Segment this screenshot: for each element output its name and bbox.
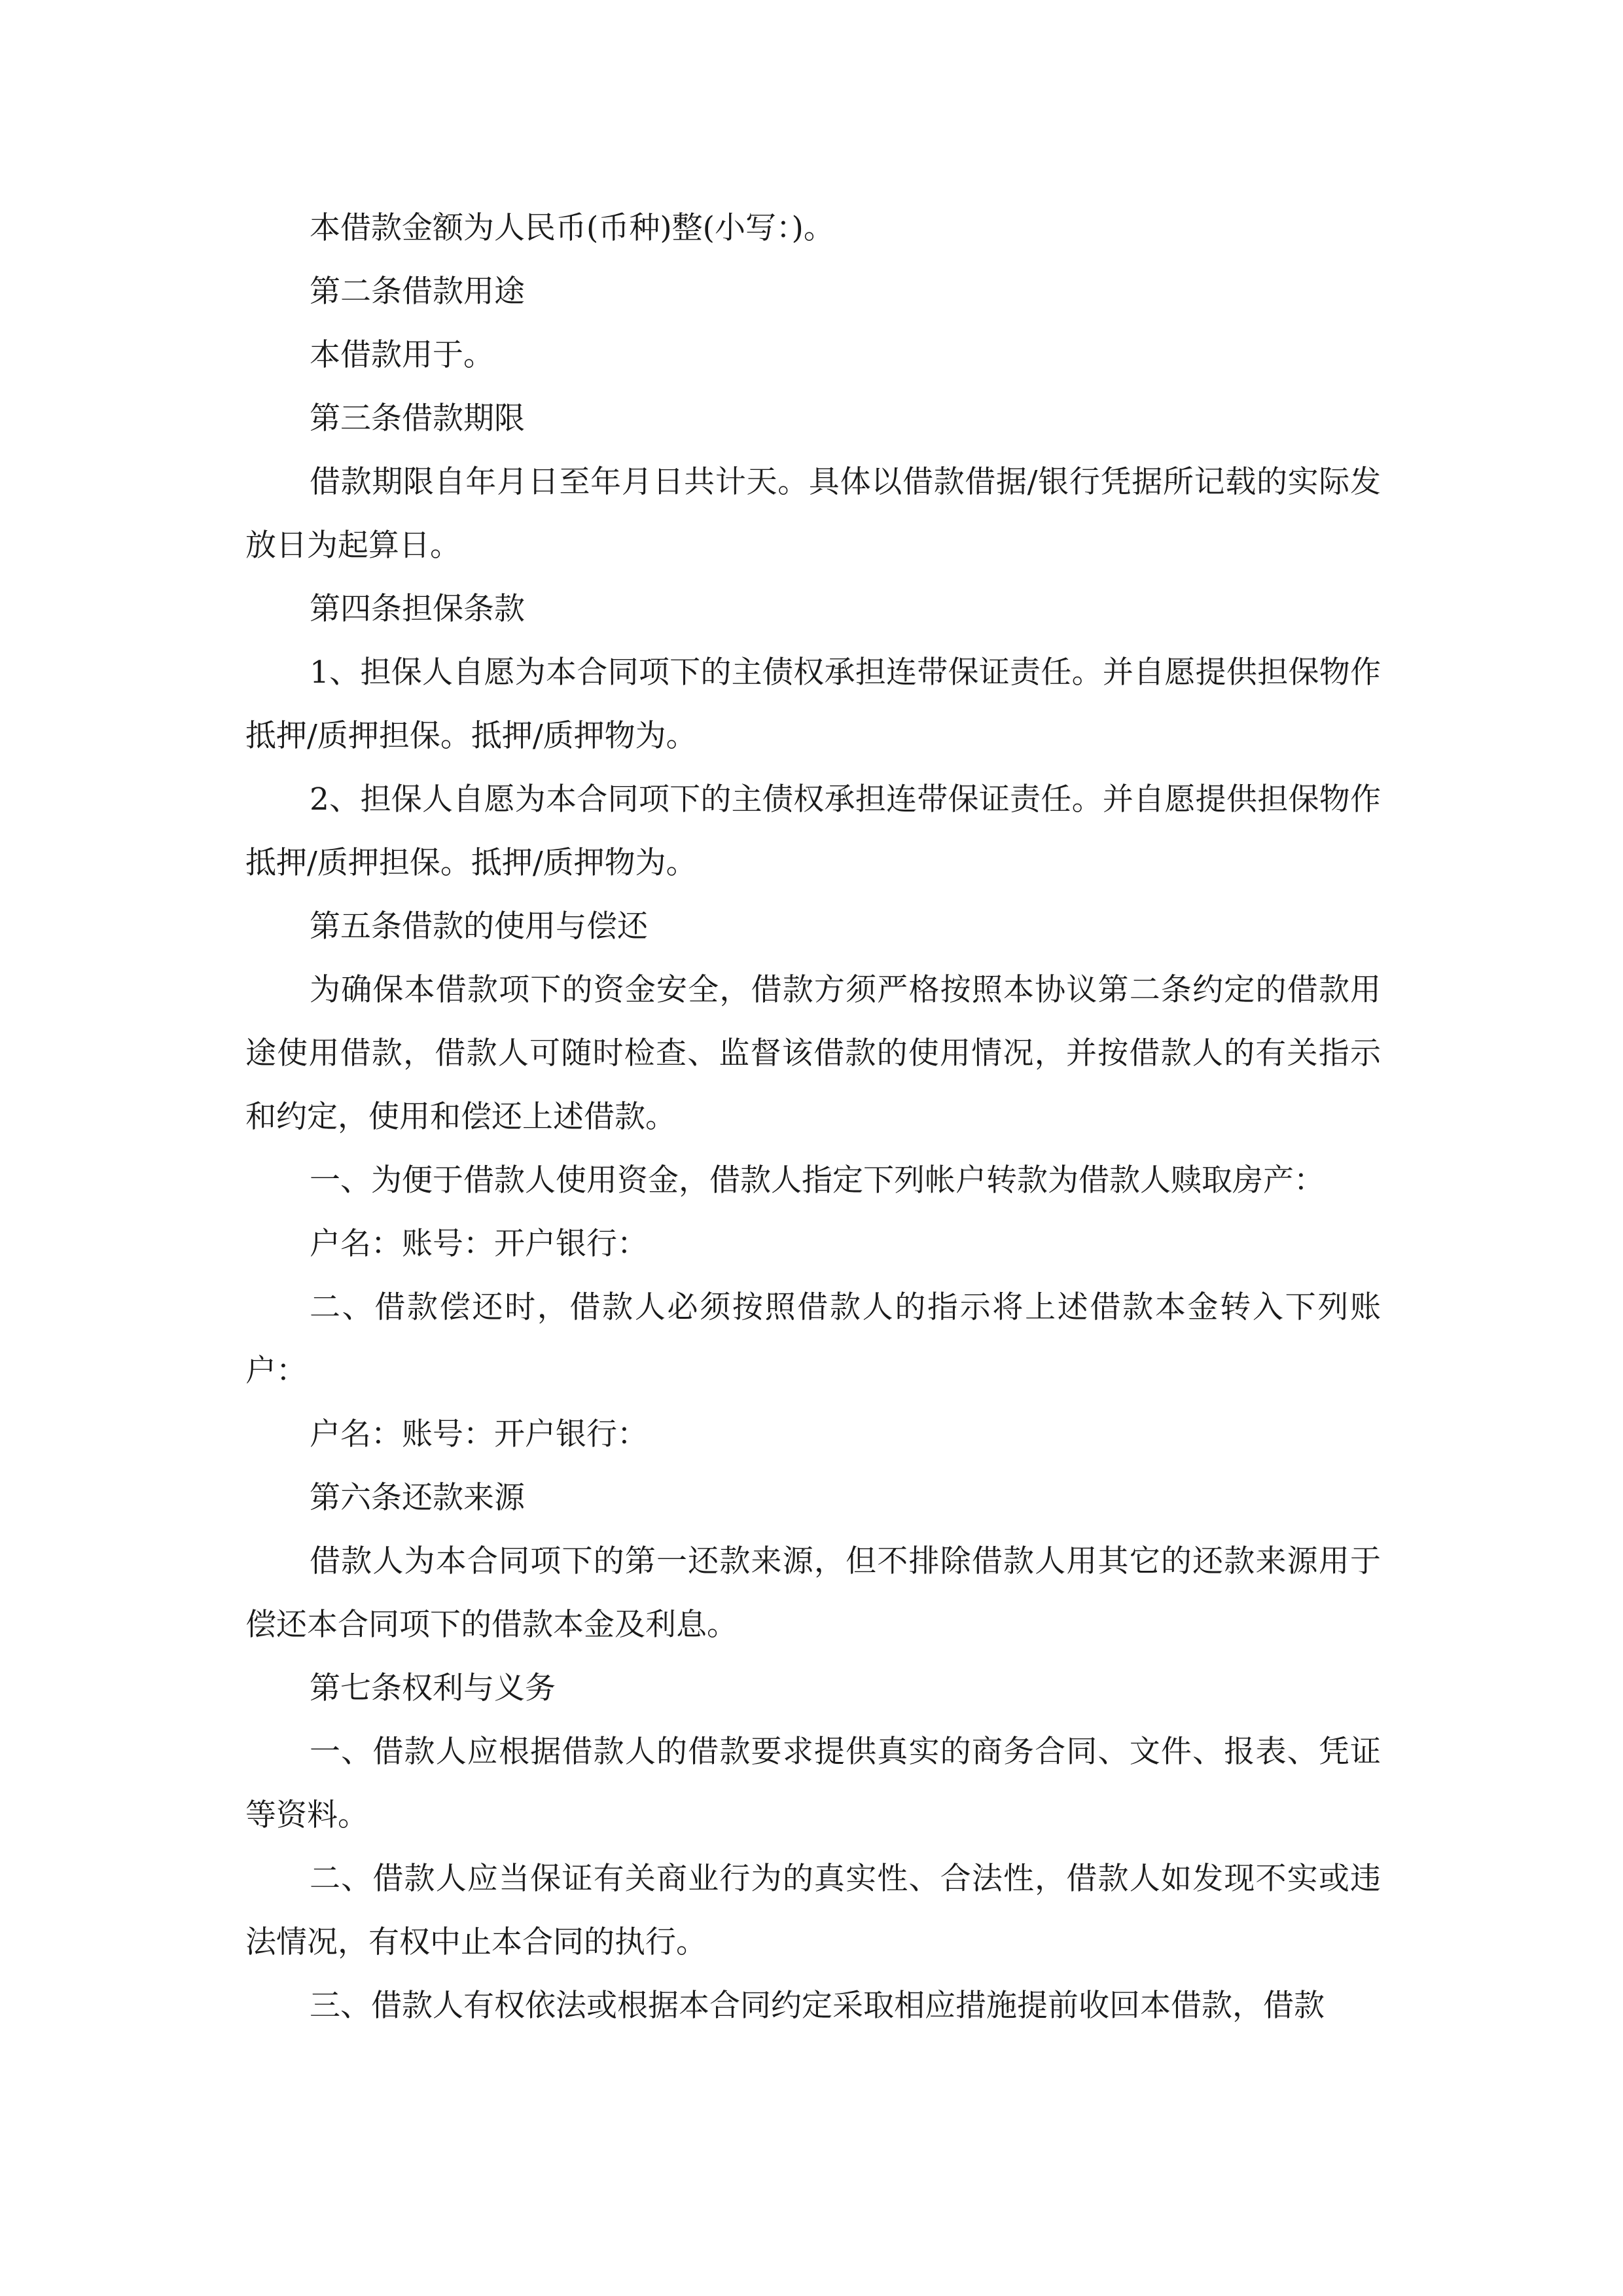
heading-article-5: 第五条借款的使用与偿还 xyxy=(310,908,648,944)
paragraph-account-info-1: 户名：账号：开户银行： xyxy=(310,1226,648,1262)
paragraph-use-and-repayment: 为确保本借款项下的资金安全，借款方须严格按照本协议第二条约定的借款用途使用借款，借款人可随时检查、监督该借款的使用情况，并按借款人的有关指示和约定，使用和偿还上述借款。 xyxy=(245,972,1381,1135)
paragraph-obligation-2: 二、借款人应当保证有关商业行为的真实性、合法性，借款人如发现不实或违法情况，有权中止本合同的执行。 xyxy=(245,1861,1381,1960)
paragraph-loan-amount: 本借款金额为人民币(币种)整(小写：)。 xyxy=(310,210,834,246)
heading-article-4: 第四条担保条款 xyxy=(310,591,525,627)
heading-article-6: 第六条还款来源 xyxy=(310,1480,525,1516)
paragraph-guarantee-2: 2、担保人自愿为本合同项下的主债权承担连带保证责任。并自愿提供担保物作抵押/质押担保。抵押/质押物为。 xyxy=(245,781,1381,881)
paragraph-repayment-source: 借款人为本合同项下的第一还款来源，但不排除借款人用其它的还款来源用于偿还本合同项下的借款本金及利息。 xyxy=(245,1543,1381,1643)
heading-article-2: 第二条借款用途 xyxy=(310,274,525,310)
paragraph-designated-account: 一、为便于借款人使用资金，借款人指定下列帐户转款为借款人赎取房产： xyxy=(310,1162,1325,1198)
paragraph-account-info-2: 户名：账号：开户银行： xyxy=(310,1416,648,1452)
paragraph-loan-purpose: 本借款用于。 xyxy=(310,337,494,373)
paragraph-obligation-1: 一、借款人应根据借款人的借款要求提供真实的商务合同、文件、报表、凭证等资料。 xyxy=(245,1734,1381,1833)
document-body xyxy=(245,196,1381,2037)
paragraph-repayment-account: 二、借款偿还时，借款人必须按照借款人的指示将上述借款本金转入下列账户： xyxy=(245,1289,1381,1389)
paragraph-obligation-3: 三、借款人有权依法或根据本合同约定采取相应措施提前收回本借款，借款 xyxy=(310,1988,1325,2024)
paragraph-guarantee-1: 1、担保人自愿为本合同项下的主债权承担连带保证责任。并自愿提供担保物作抵押/质押担保。抵押/质押物为。 xyxy=(245,655,1381,754)
heading-article-7: 第七条权利与义务 xyxy=(310,1670,556,1706)
paragraph-loan-term: 借款期限自年月日至年月日共计天。具体以借款借据/银行凭据所记载的实际发放日为起算日。 xyxy=(245,464,1381,564)
heading-article-3: 第三条借款期限 xyxy=(310,401,525,437)
